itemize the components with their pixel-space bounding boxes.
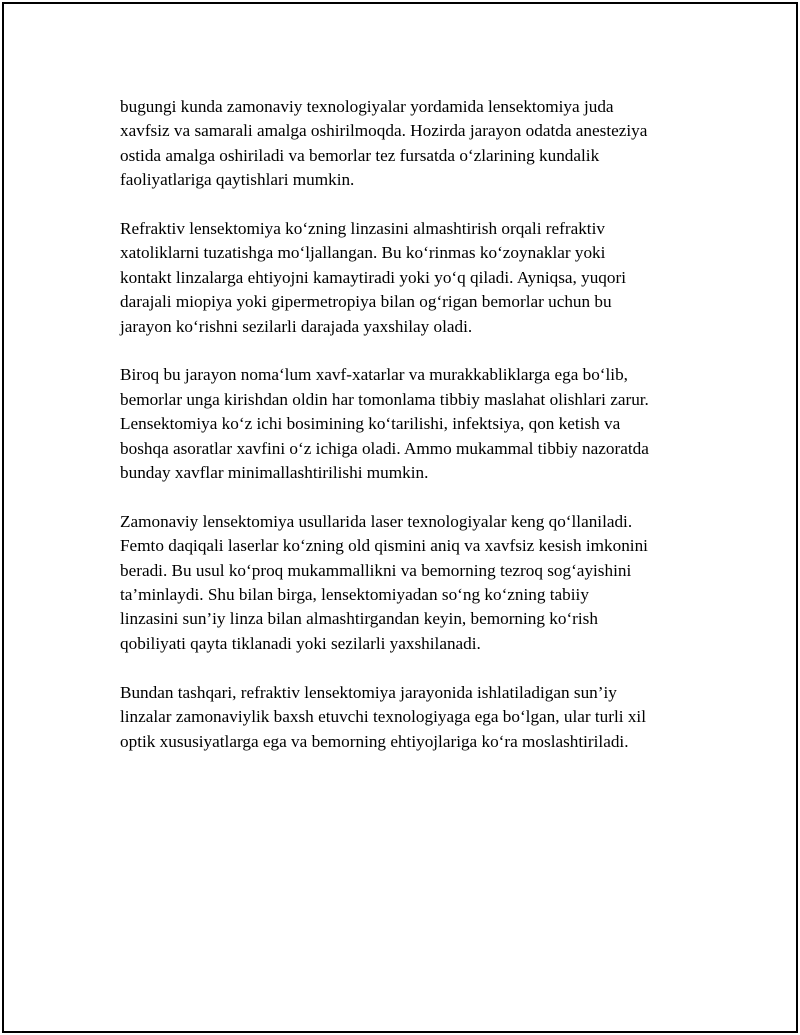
- text-line: qobiliyati qayta tiklanadi yoki sezilarli yaxshilanadi.: [120, 633, 481, 653]
- text-line: bunday xavflar minimallashtirilishi mumkin.: [120, 463, 429, 483]
- text-line: ta’minlaydi. Shu bilan birga, lensektomiyadan so‘ng ko‘zning tabiiy: [120, 585, 589, 605]
- text-line: Bundan tashqari, refraktiv lensektomiya jarayonida ishlatiladigan sun’iy: [120, 682, 617, 702]
- text-line: linzalar zamonaviylik baxsh etuvchi texnologiyaga ega bo‘lgan, ular turli xil: [120, 707, 646, 727]
- text-line: Biroq bu jarayon noma‘lum xavf-xatarlar va murakkabliklarga ega bo‘lib,: [120, 365, 628, 385]
- text-line: darajali miopiya yoki gipermetropiya bilan og‘rigan bemorlar uchun bu: [120, 292, 612, 312]
- document-body: [120, 95, 700, 778]
- paragraph-2: [120, 217, 700, 339]
- text-line: Femto daqiqali laserlar ko‘zning old qismini aniq va xavfsiz kesish imkonini: [120, 536, 648, 556]
- text-line: Lensektomiya ko‘z ichi bosimining ko‘tarilishi, infektsiya, qon ketish va: [120, 414, 621, 434]
- text-line: xavfsiz va samarali amalga oshirilmoqda. Hozirda jarayon odatda anesteziya: [120, 121, 648, 141]
- text-line: jarayon ko‘rishni sezilarli darajada yaxshilay oladi.: [120, 316, 473, 336]
- paragraph-5: [120, 681, 700, 754]
- paragraph-1: [120, 95, 700, 193]
- text-line: linzasini sun’iy linza bilan almashtirgandan keyin, bemorning ko‘rish: [120, 609, 598, 629]
- document-page: [2, 2, 798, 1033]
- text-line: kontakt linzalarga ehtiyojni kamaytiradi yoki yo‘q qiladi. Ayniqsa, yuqori: [120, 267, 626, 287]
- text-line: ostida amalga oshiriladi va bemorlar tez fursatda o‘zlarining kundalik: [120, 145, 600, 165]
- paragraph-4: [120, 510, 700, 656]
- text-line: Zamonaviy lensektomiya usullarida laser texnologiyalar keng qo‘llaniladi.: [120, 511, 633, 531]
- text-line: faoliyatlariga qaytishlari mumkin.: [120, 170, 355, 190]
- text-line: bugungi kunda zamonaviy texnologiyalar yordamida lensektomiya juda: [120, 97, 614, 116]
- text-line: xatoliklarni tuzatishga mo‘ljallangan. Bu ko‘rinmas ko‘zoynaklar yoki: [120, 243, 606, 263]
- paragraph-3: [120, 363, 700, 485]
- text-line: boshqa asoratlar xavfini o‘z ichiga oladi. Ammo mukammal tibbiy nazoratda: [120, 438, 649, 458]
- text-line: Refraktiv lensektomiya ko‘zning linzasini almashtirish orqali refraktiv: [120, 219, 605, 239]
- text-line: optik xususiyatlarga ega va bemorning ehtiyojlariga ko‘ra moslashtiriladi.: [120, 731, 629, 751]
- text-line: bemorlar unga kirishdan oldin har tomonlama tibbiy maslahat olishlari zarur.: [120, 389, 649, 409]
- text-line: beradi. Bu usul ko‘proq mukammallikni va bemorning tezroq sog‘ayishini: [120, 560, 632, 580]
